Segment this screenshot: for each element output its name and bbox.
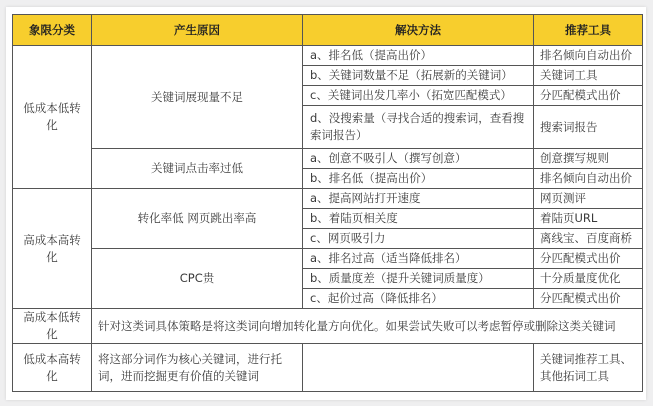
solution-cell: d、没搜索量（寻找合适的搜索词，查看搜索词报告）: [303, 106, 534, 149]
tool-cell: 创意撰写规则: [534, 149, 643, 169]
tool-cell: 着陆页URL: [534, 209, 643, 229]
cause-cell: 关键词点击率过低: [92, 149, 303, 189]
header-solution: 解决方法: [303, 15, 534, 46]
category-cell: 高成本低转化: [13, 309, 92, 344]
keyword-quadrant-table: [12, 14, 643, 392]
solution-cell: a、排名过高（适当降低排名）: [303, 249, 534, 269]
tool-cell: 分匹配模式出价: [534, 86, 643, 106]
solution-cell: a、提高网站打开速度: [303, 189, 534, 209]
cause-cell: 转化率低 网页跳出率高: [92, 189, 303, 249]
tool-cell: 排名倾向自动出价: [534, 169, 643, 189]
tool-cell: 排名倾向自动出价: [534, 46, 643, 66]
tool-cell: 网页测评: [534, 189, 643, 209]
table-row: [13, 46, 643, 66]
tool-cell: 关键词推荐工具、其他拓词工具: [534, 344, 643, 392]
solution-cell: c、起价过高（降低排名）: [303, 289, 534, 309]
solution-cell: [303, 344, 534, 392]
header-tool: 推荐工具: [534, 15, 643, 46]
category-cell: 低成本高转化: [13, 344, 92, 392]
header-row: [13, 15, 643, 46]
solution-cell: b、质量度差（提升关键词质量度）: [303, 269, 534, 289]
table-row: [13, 249, 643, 269]
solution-cell: b、着陆页相关度: [303, 209, 534, 229]
strategy-cell: 针对这类词具体策略是将这类词向增加转化量方向优化。如果尝试失败可以考虑暂停或删除这类关键词: [92, 309, 643, 344]
solution-cell: c、关键词出发几率小（拓宽匹配模式）: [303, 86, 534, 106]
table-row: [13, 189, 643, 209]
cause-cell: 将这部分词作为核心关键词，进行托词，进而挖掘更有价值的关键词: [92, 344, 303, 392]
cause-cell: CPC贵: [92, 249, 303, 309]
table-row: [13, 344, 643, 392]
solution-cell: c、网页吸引力: [303, 229, 534, 249]
tool-cell: 离线宝、百度商桥: [534, 229, 643, 249]
category-cell: 低成本低转化: [13, 46, 92, 189]
tool-cell: 关键词工具: [534, 66, 643, 86]
tool-cell: 搜索词报告: [534, 106, 643, 149]
tool-cell: 分匹配模式出价: [534, 289, 643, 309]
solution-cell: a、排名低（提高出价）: [303, 46, 534, 66]
table-row: [13, 149, 643, 169]
solution-cell: a、创意不吸引人（撰写创意）: [303, 149, 534, 169]
solution-cell: b、关键词数量不足（拓展新的关键词）: [303, 66, 534, 86]
tool-cell: 分匹配模式出价: [534, 249, 643, 269]
category-cell: 高成本高转化: [13, 189, 92, 309]
tool-cell: 十分质量度优化: [534, 269, 643, 289]
table-row: [13, 309, 643, 344]
header-category: 象限分类: [13, 15, 92, 46]
header-cause: 产生原因: [92, 15, 303, 46]
cause-cell: 关键词展现量不足: [92, 46, 303, 149]
solution-cell: b、排名低（提高出价）: [303, 169, 534, 189]
